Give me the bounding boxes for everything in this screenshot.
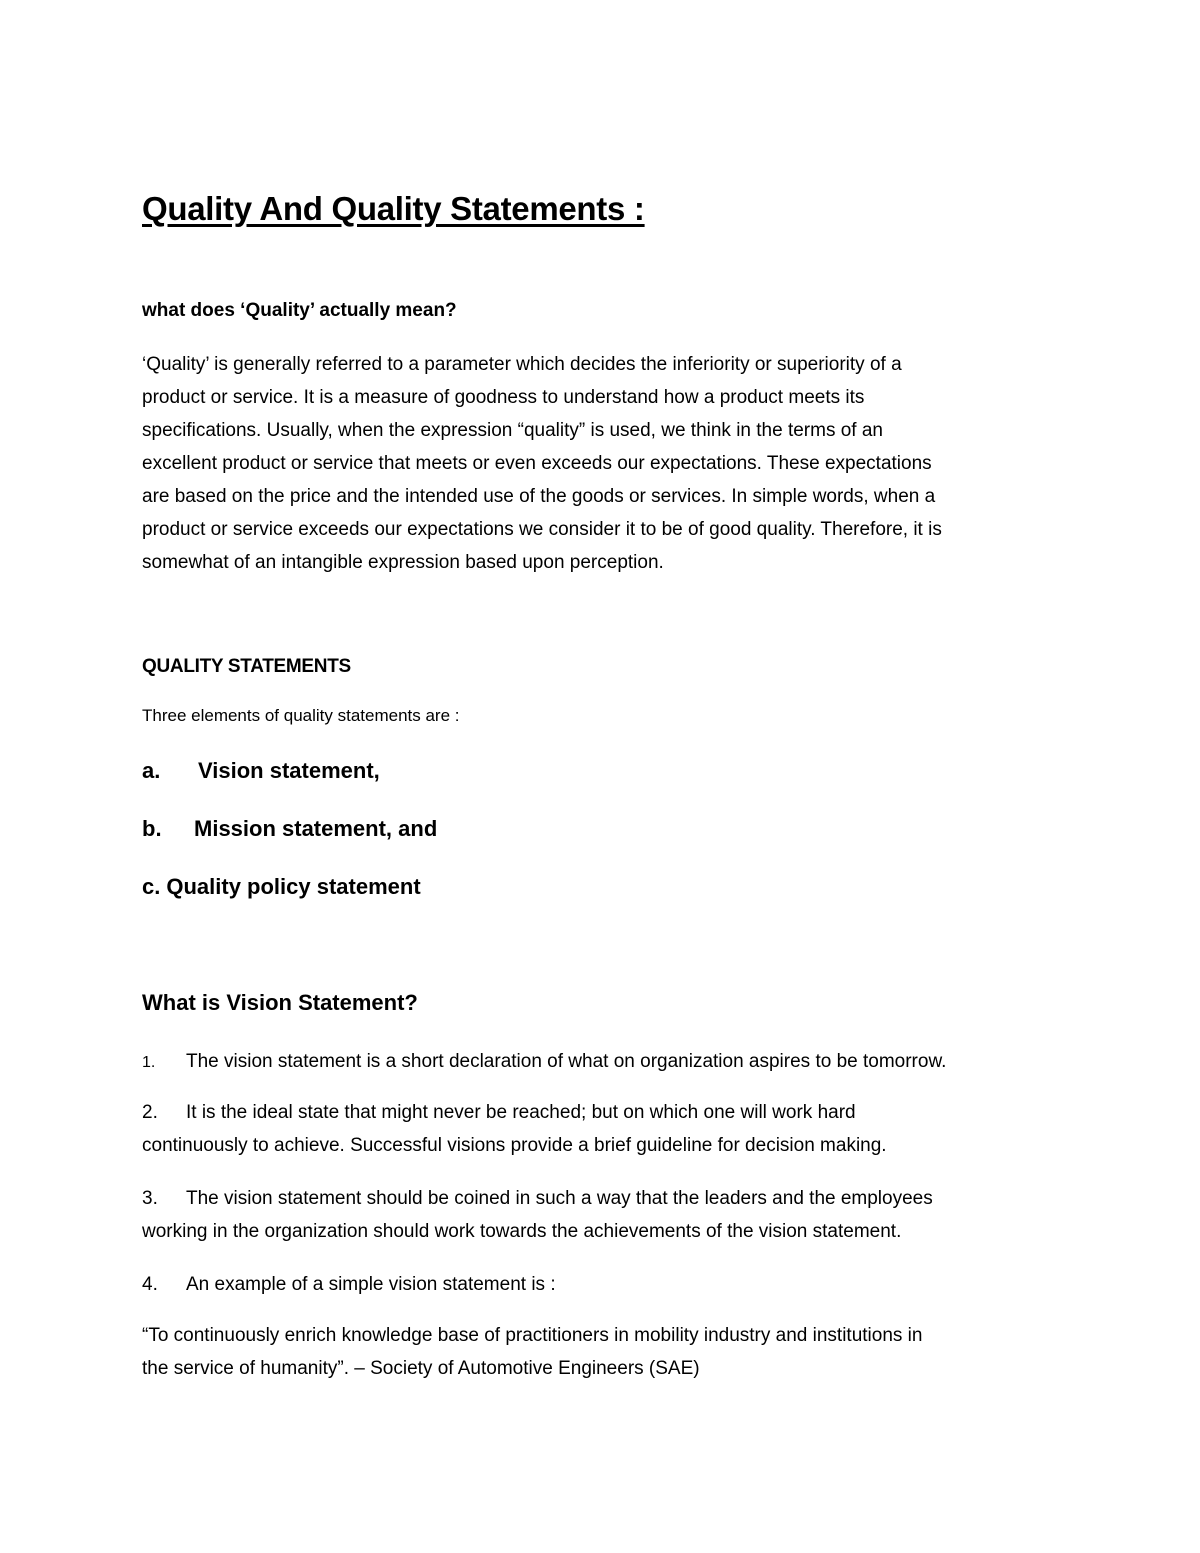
list-marker: a. xyxy=(142,758,161,783)
paragraph-line: product or service. It is a measure of goodness to understand how a product meets its xyxy=(142,387,865,408)
element-item-quality-policy xyxy=(142,874,421,900)
vision-point xyxy=(142,1268,556,1301)
vision-point xyxy=(142,1096,887,1162)
paragraph-line: somewhat of an intangible expression based upon perception. xyxy=(142,552,664,573)
vision-statement-heading: What is Vision Statement? xyxy=(142,990,418,1015)
point-text: An example of a simple vision statement is : xyxy=(186,1274,556,1295)
vision-point xyxy=(142,1182,933,1248)
paragraph-line: product or service exceeds our expectations we consider it to be of good quality. Therefore, it is xyxy=(142,519,942,540)
point-text-continued: working in the organization should work towards the achievements of the vision statement. xyxy=(142,1221,902,1242)
point-text: The vision statement should be coined in such a way that the leaders and the employees xyxy=(186,1188,933,1209)
list-marker: c. xyxy=(142,874,161,899)
paragraph-line: are based on the price and the intended use of the goods or services. In simple words, when a xyxy=(142,486,936,507)
document-title: Quality And Quality Statements : xyxy=(142,190,645,227)
question-heading: what does ‘Quality’ actually mean? xyxy=(142,300,457,321)
vision-example-quote xyxy=(142,1319,922,1385)
element-item-vision xyxy=(142,758,380,784)
list-marker: b. xyxy=(142,816,162,841)
element-text: Vision statement, xyxy=(198,758,380,783)
point-text-continued: continuously to achieve. Successful visions provide a brief guideline for decision making. xyxy=(142,1135,887,1156)
point-number: 2. xyxy=(142,1102,158,1123)
paragraph-line: excellent product or service that meets or even exceeds our expectations. These expectations xyxy=(142,453,932,474)
quote-line: the service of humanity”. – Society of Automotive Engineers (SAE) xyxy=(142,1358,700,1379)
point-text: The vision statement is a short declaration of what on organization aspires to be tomorrow. xyxy=(186,1051,947,1072)
element-text: Quality policy statement xyxy=(166,874,421,899)
quality-definition-paragraph xyxy=(142,348,1062,579)
point-text: It is the ideal state that might never be reached; but on which one will work hard xyxy=(186,1102,856,1123)
paragraph-line: ‘Quality’ is generally referred to a parameter which decides the inferiority or superiority of a xyxy=(142,354,902,375)
element-item-mission xyxy=(142,816,437,842)
point-number: 1. xyxy=(142,1054,156,1071)
point-number: 3. xyxy=(142,1188,158,1209)
vision-point xyxy=(142,1045,946,1079)
element-text: Mission statement, and xyxy=(194,816,438,841)
elements-intro: Three elements of quality statements are : xyxy=(142,706,460,725)
quote-line: “To continuously enrich knowledge base of practitioners in mobility industry and institutions in xyxy=(142,1325,923,1346)
paragraph-line: specifications. Usually, when the expression “quality” is used, we think in the terms of an xyxy=(142,420,883,441)
quality-statements-heading: QUALITY STATEMENTS xyxy=(142,656,351,677)
point-number: 4. xyxy=(142,1274,158,1295)
